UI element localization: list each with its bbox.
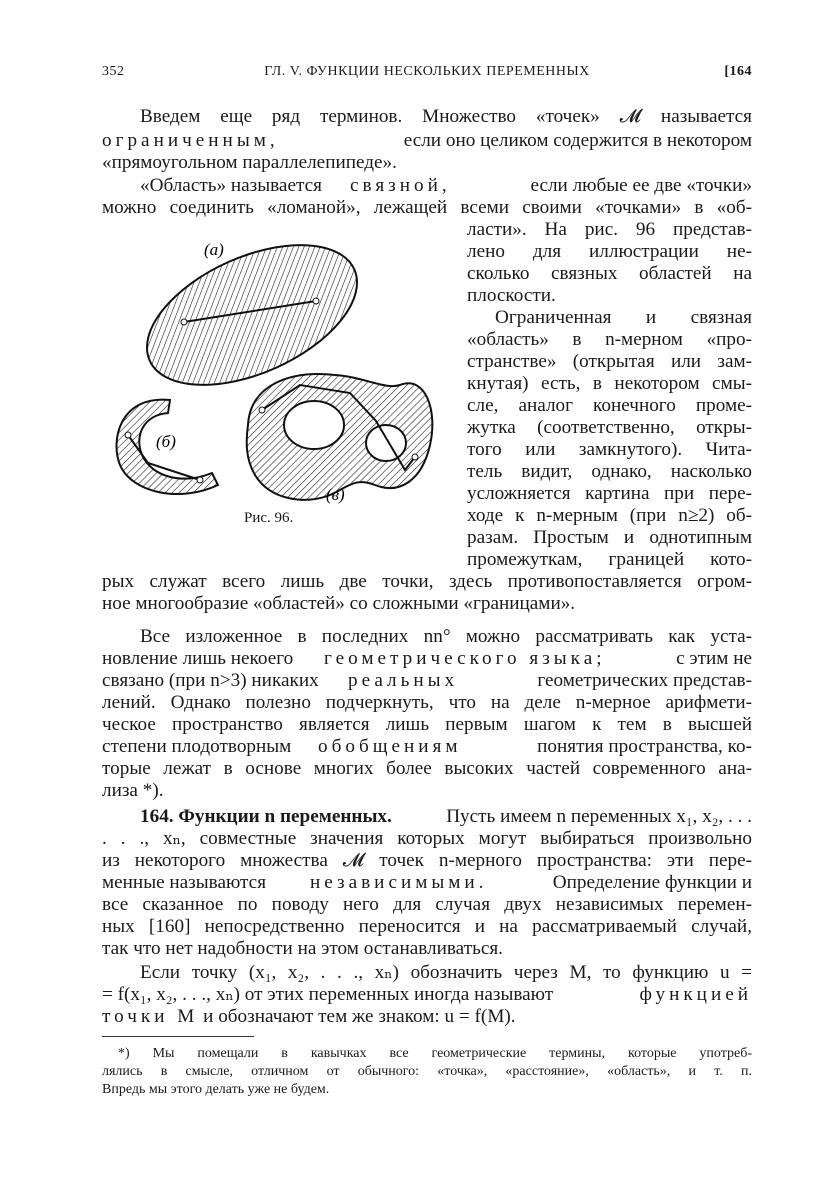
footnote-line: лялись в смысле, отличном от обычного: «точка», «расстояние», «область», и т. п. <box>102 1064 752 1079</box>
emphasis-term: связной, <box>350 175 451 196</box>
text-line: . . ., xₙ, совместные значения которых могут выбираться произвольно <box>102 828 752 849</box>
text-line: рых служат всего лишь две точки, здесь противопоставляется огром- <box>102 571 752 592</box>
text-line: разам. Простым и однотипным <box>467 527 752 548</box>
text-line: Все изложенное в последних nn° можно рассматривать как уста- <box>140 626 752 647</box>
text-line: точки M и обозначают тем же знаком: u = f(M). <box>102 1006 516 1027</box>
figure-label-c: (в) <box>326 485 345 504</box>
text-line: усложняется картина при пере- <box>467 483 752 504</box>
text-line: промежуткам, границей кото- <box>467 549 752 570</box>
text-line: из некоторого множества 𝓜 точек n-мерного пространства: эти пере- <box>102 850 752 871</box>
text-line: «Область» называется связной, если любые ее две «точки» <box>140 175 752 196</box>
text-line: можно соединить «ломаной», лежащей всеми своими «точками» в «об- <box>102 197 752 218</box>
text-line: Ограниченная и связная <box>495 307 752 328</box>
section-number: [164 <box>724 64 752 79</box>
text-line: того или замкнутого). Чита- <box>467 439 752 460</box>
text-line: тель видит, однако, насколько <box>467 461 752 482</box>
text-line: связано (при n>3) никаких реальных геометрических представ- <box>102 670 752 691</box>
text-line: «область» в n-мерном «про- <box>467 329 752 350</box>
emphasis-term: точки M <box>102 1006 199 1027</box>
text-line: ных [160] непосредственно переносится и на рассматриваемый случай, <box>102 916 752 937</box>
text-line: ное многообразие «областей» со сложными «границами». <box>102 593 576 614</box>
region-c-with-holes <box>247 374 433 500</box>
text-line: степени плодотворным обобщениям понятия пространства, ко- <box>102 736 752 757</box>
footnote-rule <box>102 1036 254 1037</box>
emphasis-term: функцией <box>639 984 752 1005</box>
text-line: плоскости. <box>467 285 556 306</box>
text-line: ходе к n-мерным (при n≥2) об- <box>467 505 752 526</box>
emphasis-term: независимыми. <box>310 872 488 893</box>
text-line: лений. Однако полезно подчеркнуть, что на деле n-мерное арифмети- <box>102 692 752 713</box>
text-line: лиза *). <box>102 780 164 801</box>
text-line: все сказанное по поводу него для случая двух независимых перемен- <box>102 894 752 915</box>
text-line: лено для иллюстрации не- <box>467 241 752 262</box>
figure-label-b: (б) <box>156 432 176 451</box>
text-line: = f(x₁, x₂, . . ., xₙ) от этих переменных иногда называют функцией <box>102 984 752 1005</box>
text-line: кнутая) есть, в некотором смы- <box>467 373 752 394</box>
text-line: так что нет надобности на этом останавливаться. <box>102 938 503 959</box>
footnote-line: *) Мы помещали в кавычках все геометрические термины, которые употреб- <box>118 1046 752 1061</box>
text-line: ласти». На рис. 96 представ- <box>467 219 752 240</box>
text-line: ограниченным, если оно целиком содержится в некотором <box>102 130 752 151</box>
text-line: менные называются независимыми. Определение функции и <box>102 872 752 893</box>
text-line: сле, аналог конечного проме- <box>467 395 752 416</box>
chapter-title: ГЛ. V. ФУНКЦИИ НЕСКОЛЬКИХ ПЕРЕМЕННЫХ <box>264 64 590 79</box>
text-line: Введем еще ряд терминов. Множество «точек» 𝓜 называется <box>140 106 752 127</box>
running-header <box>102 64 752 84</box>
text-line: сколько связных областей на <box>467 263 752 284</box>
text-line: странстве» (открытая или зам- <box>467 351 752 372</box>
text-line: новление лишь некоего геометрического языка; с этим не <box>102 648 752 669</box>
text-line: торые лежат в основе многих более высоких частей современного ана- <box>102 758 752 779</box>
section-heading: 164. Функции n переменных. <box>140 806 392 827</box>
emphasis-term: реальных <box>348 670 459 691</box>
emphasis-term: геометрического языка; <box>324 648 606 669</box>
text-line: ческое пространство является лишь первым шагом к тем в высшей <box>102 714 752 735</box>
figure-label-a: (а) <box>204 240 224 259</box>
text-line: Если точку (x₁, x₂, . . ., xₙ) обозначить через M, то функцию u = <box>140 962 752 983</box>
emphasis-term: обобщениям <box>318 736 462 757</box>
text-line: «прямоугольном параллелепипеде». <box>102 152 397 173</box>
figure-caption: Рис. 96. <box>244 510 294 526</box>
emphasis-term: ограниченным, <box>102 130 279 151</box>
footnote-line: Впредь мы этого делать уже не будем. <box>102 1082 330 1097</box>
figure-96 <box>100 225 440 535</box>
text-line: жутка (соответственно, откры- <box>467 417 752 438</box>
page-number: 352 <box>102 64 125 79</box>
text-line: 164. Функции n переменных. Пусть имеем n переменных x₁, x₂, . . . <box>140 806 752 827</box>
